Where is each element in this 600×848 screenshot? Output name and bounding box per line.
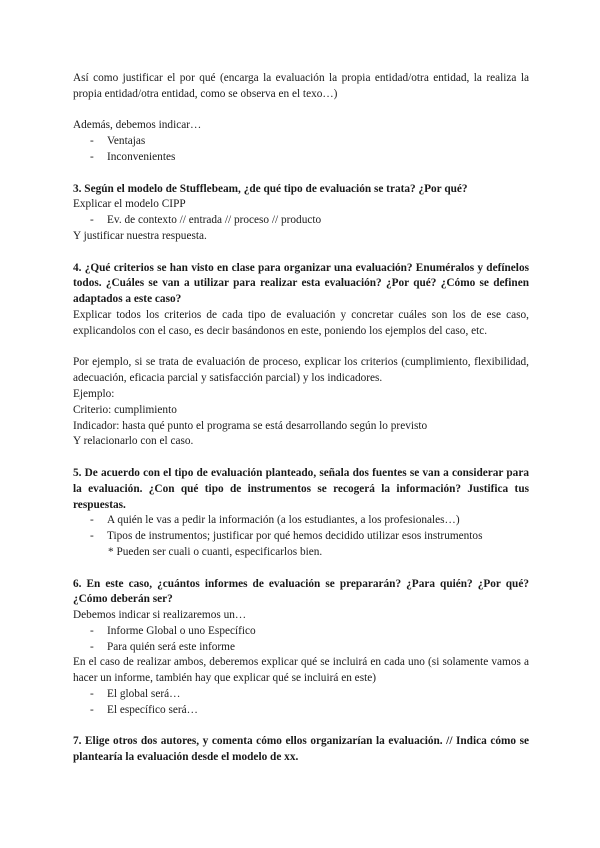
q5-list	[73, 513, 529, 545]
ademas-list	[73, 134, 529, 166]
q3-list	[73, 213, 529, 229]
spacer	[73, 561, 529, 577]
list-item: - Ventajas	[73, 134, 529, 150]
q6-paragraph: En el caso de realizar ambos, deberemos explicar qué se incluirá en cada uno (si solamente vamos a hacer un informe, también hay que explicar qué se incluirá en este)	[73, 656, 529, 685]
list-item: - Informe Global o uno Específico	[73, 624, 529, 640]
q4-line: Y relacionarlo con el caso.	[73, 435, 194, 448]
spacer	[73, 340, 529, 356]
question-4-title: 4. ¿Qué criterios se han visto en clase para organizar una evaluación? Enuméralos y defínelos todos. ¿Cuáles se van a utilizar para realizar esta evaluación? ¿Por qué? ¿Cómo se definen adaptados a este caso?	[73, 261, 529, 306]
spacer	[73, 719, 529, 735]
list-item: - Para quién será este informe	[73, 640, 529, 656]
list-item: - Ev. de contexto // entrada // proceso // producto	[73, 213, 529, 229]
q3-line: Y justificar nuestra respuesta.	[73, 229, 207, 242]
spacer	[73, 166, 529, 182]
list-item: - El global será…	[73, 687, 529, 703]
q3-line: Explicar el modelo CIPP	[73, 198, 186, 211]
question-6-title: 6. En este caso, ¿cuántos informes de evaluación se prepararán? ¿Para quién? ¿Por qué? ¿Cómo deberán ser?	[73, 577, 529, 606]
spacer	[73, 245, 529, 261]
q6-list	[73, 624, 529, 656]
q6-list	[73, 687, 529, 719]
list-item: - Inconvenientes	[73, 150, 529, 166]
spacer	[73, 103, 529, 119]
list-item: - El específico será…	[73, 703, 529, 719]
question-5-title: 5. De acuerdo con el tipo de evaluación planteado, señala dos fuentes se van a considerar para la evaluación. ¿Con qué tipo de instrumentos se recogerá la información? Justifica tus respuestas.	[73, 466, 529, 511]
list-item: - Tipos de instrumentos; justificar por qué hemos decidido utilizar esos instrumentos	[73, 529, 529, 545]
q6-line: Debemos indicar si realizaremos un…	[73, 609, 247, 622]
q4-paragraph: Explicar todos los criterios de cada tipo de evaluación y concretar cuáles son los de ese caso, explicandolos con el caso, es decir basándonos en este, poniendo los ejemplos del caso, etc.	[73, 308, 529, 337]
q5-note: * Pueden ser cuali o cuanti, especificarlos bien.	[108, 545, 323, 558]
question-7-title: 7. Elige otros dos autores, y comenta cómo ellos organizarían la evaluación. // Indica cómo se plantearía la evaluación desde el modelo de xx.	[73, 735, 529, 764]
question-3-title: 3. Según el modelo de Stufflebeam, ¿de qué tipo de evaluación se trata? ¿Por qué?	[73, 182, 468, 195]
q4-line: Indicador: hasta qué punto el programa se está desarrollando según lo previsto	[73, 419, 428, 432]
ademas-lead: Además, debemos indicar…	[73, 119, 202, 132]
intro-paragraph: Así como justificar el por qué (encarga la evaluación la propia entidad/otra entidad, la realiza la propia entidad/otra entidad, como se observa en el texo…)	[73, 72, 529, 100]
list-item: - A quién le vas a pedir la información (a los estudiantes, a los profesionales…)	[73, 513, 529, 529]
q4-line: Criterio: cumplimiento	[73, 403, 177, 416]
spacer	[73, 450, 529, 466]
q4-line: Ejemplo:	[73, 387, 115, 400]
q4-paragraph: Por ejemplo, si se trata de evaluación de proceso, explicar los criterios (cumplimiento, flexibilidad, adecuación, eficacia parcial y satisfacción parcial) y los indicadores.	[73, 356, 529, 385]
document-page	[73, 71, 529, 766]
